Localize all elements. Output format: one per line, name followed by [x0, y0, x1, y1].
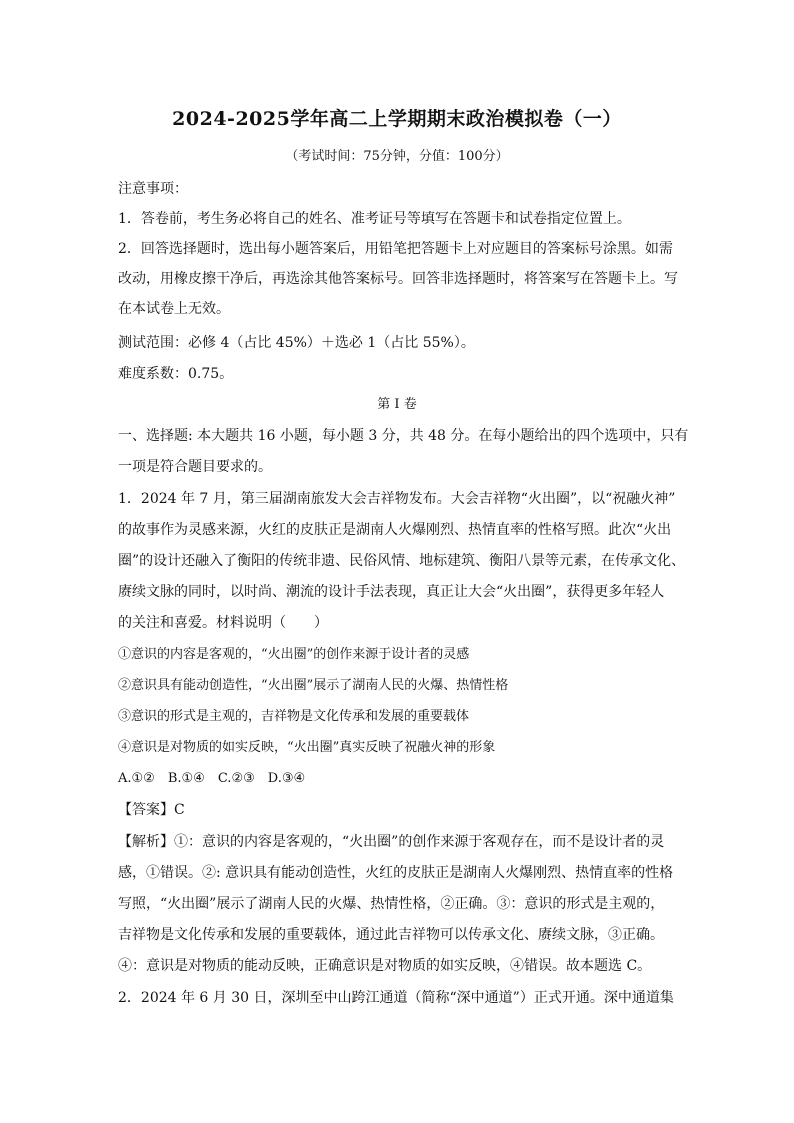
section-title: 第 I 卷 [377, 397, 417, 412]
q1-statement-2: ②意识具有能动创造性，“火出圈”展示了湖南人民的火爆、热情性格 [118, 678, 509, 693]
section-intro-line-1: 一、选择题: 本大题共 16 小题，每小题 3 分，共 48 分。在每小题给出的四个选项中，只有 [118, 428, 689, 444]
q1-analysis-line-2: 感，①错误。②: 意识具有能动创造性，火红的皮肤正是湖南人火爆刚烈、热情直率的性格 [118, 865, 674, 881]
q1-analysis-line-4: 吉祥物是文化传承和发展的重要载体，通过此吉祥物可以传承文化、赓续文脉，③正确。 [118, 927, 664, 943]
q1-stem-line-3: 圈”的设计还融入了衡阳的传统非遗、民俗风情、地标建筑、衡阳八景等元素，在传承文化、 [118, 553, 686, 569]
q1-stem-line-1: 1．2024 年 7 月，第三届湖南旅发大会吉祥物发布。大会吉祥物“火出圈”，以“祝融火神” [118, 491, 676, 507]
q1-analysis-line-1: 【解析】①：意识的内容是客观的，“火出圈”的创作来源于客观存在，而不是设计者的灵 [118, 834, 665, 850]
exam-title: 2024-2025学年高二上学期期末政治模拟卷（一） [172, 108, 622, 130]
notice-item-2-line-2: 改动，用橡皮擦干净后，再选涂其他答案标号。回答非选择题时，将答案写在答题卡上。写 [118, 271, 678, 287]
q1-statement-1: ①意识的内容是客观的，“火出圈”的创作来源于设计者的灵感 [118, 647, 470, 662]
test-scope: 测试范围：必修 4（占比 45%）＋选必 1（占比 55%）。 [118, 335, 475, 351]
notice-heading: 注意事项： [118, 181, 188, 197]
difficulty-coefficient: 难度系数：0.75。 [118, 366, 234, 382]
notice-item-2-line-3: 在本试卷上无效。 [118, 301, 230, 317]
q1-statement-4: ④意识是对物质的如实反映，“火出圈”真实反映了祝融火神的形象 [118, 740, 496, 755]
q1-stem-line-4: 赓续文脉的同时，以时尚、潮流的设计手法表现，真正让大会“火出圈”，获得更多年轻人 [118, 584, 665, 600]
q1-stem-line-2: 的故事作为灵感来源，火红的皮肤正是湖南人火爆刚烈、热情直率的性格写照。此次“火出 [118, 522, 672, 538]
q2-stem-line-1: 2．2024 年 6 月 30 日，深圳至中山跨江通道（简称“深中通道”）正式开通。深中通道集 [118, 990, 674, 1006]
exam-time-score: （考试时间：75分钟，分值：100分） [285, 149, 509, 164]
q1-options: A.①② B.①④ C.②③ D.③④ [118, 771, 306, 786]
q1-analysis-line-5: ④：意识是对物质的能动反映，正确意识是对物质的如实反映，④错误。故本题选 C。 [118, 958, 652, 974]
q1-answer: 【答案】C [118, 802, 185, 818]
section-intro-line-2: 一项是符合题目要求的。 [118, 459, 272, 475]
q1-statement-3: ③意识的形式是主观的，吉祥物是文化传承和发展的重要载体 [118, 709, 470, 724]
q1-stem-line-5: 的关注和喜爱。材料说明（ ） [118, 615, 328, 631]
q1-analysis-line-3: 写照，“火出圈”展示了湖南人民的火爆、热情性格，②正确。③：意识的形式是主观的， [118, 896, 665, 912]
notice-item-1: 1．答卷前，考生务必将自己的姓名、准考证号等填写在答题卡和试卷指定位置上。 [118, 211, 631, 227]
notice-item-2-line-1: 2．回答选择题时，选出每小题答案后，用铅笔把答题卡上对应题目的答案标号涂黑。如需 [118, 241, 673, 257]
